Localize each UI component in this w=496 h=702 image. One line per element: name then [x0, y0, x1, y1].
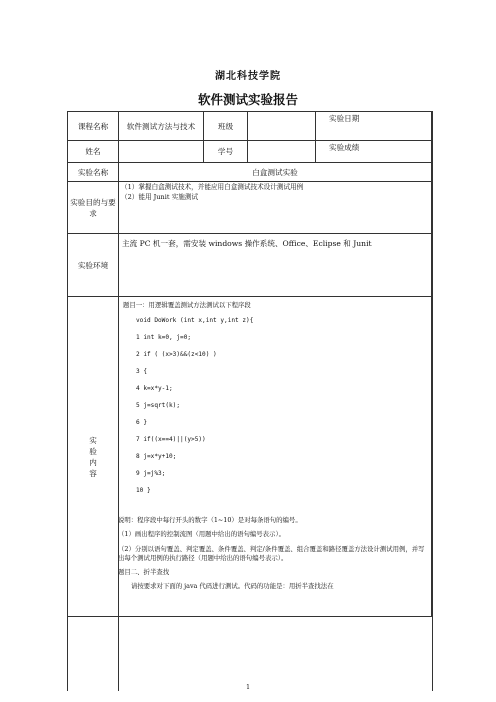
content-label: [68, 297, 119, 617]
content-continuation: [118, 516, 428, 592]
exp-score-label: 实验成绩: [316, 141, 432, 163]
purpose-line-2: （2）能用 Junit 实施测试: [121, 192, 199, 201]
task-1: （1）画出程序的控制流图（用题中给出的语句编号表示）。: [118, 530, 286, 539]
code-line: 9 j=j%3;: [136, 469, 166, 477]
code-line: 2 if ( (x>3)&&(z<10) ): [136, 351, 217, 359]
q1-title: 题目一：用逻辑覆盖测试方法测试以下程序段: [123, 301, 251, 309]
q2-text: 请按要求对下面的 java 代码进行测试。代码的功能是：用折半查找法在: [131, 582, 334, 591]
page-number: 1: [246, 684, 250, 691]
student-id-label: 学号: [204, 141, 248, 163]
exp-date-label: 实验日期: [316, 112, 432, 141]
course-name-value: 软件测试方法与技术: [119, 112, 204, 141]
name-label: 姓名: [68, 141, 119, 163]
purpose-label: 实验目的与要求: [68, 182, 119, 234]
env-content: 主流 PC 机一套，需安装 windows 操作系统、Office、Eclipse 和 Junit: [119, 234, 432, 297]
code-line: 8 j=x*y+10;: [136, 452, 177, 460]
class-value: [248, 112, 316, 141]
university-name: 湖北科技学院: [215, 71, 281, 82]
student-id-value: [248, 141, 316, 163]
code-line: 10 }: [136, 486, 151, 494]
code-line: 1 int k=0, j=0;: [136, 334, 192, 342]
env-label: 实验环境: [68, 234, 119, 297]
course-name-label: 课程名称: [68, 112, 119, 141]
row-purpose: [68, 182, 432, 234]
row-environment: [68, 234, 432, 297]
exp-name-label: 实验名称: [68, 163, 119, 182]
task-2: （2）分别以语句覆盖、判定覆盖、条件覆盖、判定/条件覆盖、组合覆盖和路径覆盖方法设计测试用例，并写出每个测试用例的执行路径（用题中给出的语句编号表示）。: [118, 544, 425, 562]
report-title: 软件测试实验报告: [197, 92, 298, 107]
content-label-char: 容: [89, 468, 97, 478]
exp-name-value: 白盒测试实验: [119, 163, 432, 182]
row-exp-name: [68, 163, 432, 182]
code-line: void DoWork (int x,int y,int z){: [136, 317, 254, 325]
class-label: 班级: [204, 112, 248, 141]
q2-title: 题目二、折半查找: [118, 568, 170, 577]
code-line: 6 }: [136, 418, 148, 426]
code-line: 3 {: [136, 368, 148, 376]
row-course: [68, 112, 432, 141]
row-name: [68, 141, 432, 163]
program-note: 说明：程序段中每行开头的数字（1~10）是对每条语句的编号。: [118, 516, 302, 524]
code-line: 7 if((x==4)||(y>5)): [136, 435, 206, 443]
content-label-char: 内: [89, 457, 97, 467]
table-column-divider: [118, 507, 119, 691]
content-label-char: 实: [89, 435, 97, 445]
code-line: 4 k=x*y-1;: [136, 384, 173, 392]
code-line: 5 j=sqrt(k);: [136, 401, 181, 409]
purpose-line-1: （1）掌握白盒测试技术，并能应用白盒测试技术设计测试用例: [121, 183, 304, 191]
content-label-char: 验: [89, 446, 97, 456]
name-value: [119, 141, 204, 163]
purpose-content: [119, 182, 432, 234]
